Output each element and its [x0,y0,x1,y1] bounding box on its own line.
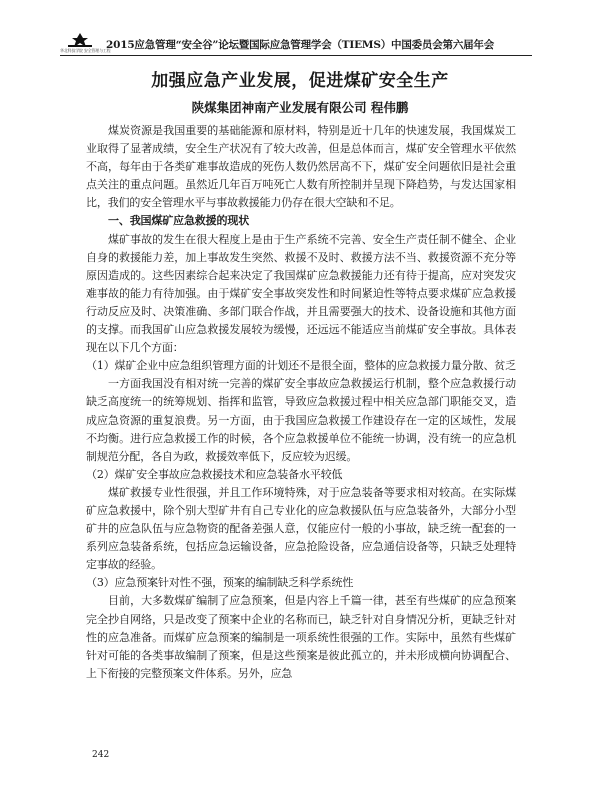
paragraph-equipment: 煤矿救援专业性很强，并且工作环境特殊，对于应急装备等要求相对较高。在实际煤矿应急救援中，除个别大型矿井有自己专业化的应急救援队伍与应急装备外，大部分小型矿井的应急队伍与应急物资的配备差强人意，仅能应付一般的小事故，缺乏统一配套的一系列应急装备系统，包括应急运输设备，应急抢险设备，应急通信设备等，只缺乏处理特定事故的经验。 [86,485,516,572]
conference-logo [60,32,111,54]
conference-title: 2015应急管理“安全谷”论坛暨国际应急管理学会（TIEMS）中国委员会第六届年会 [106,39,495,51]
subheading-1: （1）煤矿企业中应急组织管理方面的计划还不是很全面，整体的应急救援力量分散、贫乏 [86,359,516,373]
paragraph-status: 煤矿事故的发生在很大程度上是由于生产系统不完善、安全生产责任制不健全、企业自身的救援能力差，加上事故发生突然、救援不及时、救援方法不当、救援资源不充分等原因造成的。这些因素综合起来决定了我国煤矿应急救援能力还有待于提高，应对突发灾难事故的能力有待加强。由于煤矿安全事故突发性和时间紧迫性等特点要求煤矿应急救援行动反应及时、决策准确、多部门联合作战，并且需要强大的技术、设备设施和其他方面的支撑。而我国矿山应急救援发展较为缓慢，还远远不能适应当前煤矿安全事故。具体表现在以下几个方面： [86,232,516,355]
subheading-2: （2）煤矿安全事故应急救援技术和应急装备水平较低 [86,467,343,481]
logo-caption: 华北科技学院 安全管理与工程 [60,48,111,53]
paragraph-plans: 目前，大多数煤矿编制了应急预案，但是内容上千篇一律，甚至有些煤矿的应急预案完全抄自网络，只是改变了预案中企业的名称而已，缺乏针对自身情况分析，更缺乏针对性的应急准备。而煤矿应急预案的编制是一项系统性很强的工作。实际中，虽然有些煤矿针对可能的各类事故编制了预案，但是这些预案是彼此孤立的，并未形成横向协调配合、上下衔接的完整预案文件体系。另外，应急 [86,594,516,680]
header-divider [60,55,532,56]
article-body [86,122,516,683]
paragraph-intro: 煤炭资源是我国重要的基础能源和原材料，特别是近十几年的快速发展，我国煤炭工业取得了显著成绩，安全生产状况有了较大改善，但是总体而言，煤矿安全管理水平依然不高，每年由于各类矿难事故造成的死伤人数仍然居高不下，煤矿安全问题依旧是社会重点关注的重点问题。虽然近几年百万吨死亡人数有所控制并呈现下降趋势，与发达国家相比，我们的安全管理水平与事故救援能力仍存在很大空缺和不足。 [86,124,516,210]
page-number: 242 [92,750,110,760]
article-author: 陕煤集团神南产业发展有限公司 程伟鹏 [191,100,409,115]
subheading-3: （3）应急预案针对性不强，预案的编制缺乏科学系统性 [86,576,354,590]
conference-header [60,28,560,54]
paragraph-organization: 一方面我国没有相对统一完善的煤矿安全事故应急救援运行机制，整个应急救援行动缺乏高度统一的统筹规划、指挥和监管，导致应急救援过程中相关应急部门职能交叉，造成应急资源的重复浪费。另一方面，由于我国应急救援工作建设存在一定的区域性，发展不均衡。进行应急救援工作的时候，各个应急救援单位不能统一协调，没有统一的应急机制规范分配，各自为政，救援效率低下，反应较为迟缓。 [86,377,516,463]
article-title: 加强应急产业发展，促进煤矿安全生产 [151,71,449,91]
section-heading: 一、我国煤矿应急救援的现状 [108,214,250,228]
